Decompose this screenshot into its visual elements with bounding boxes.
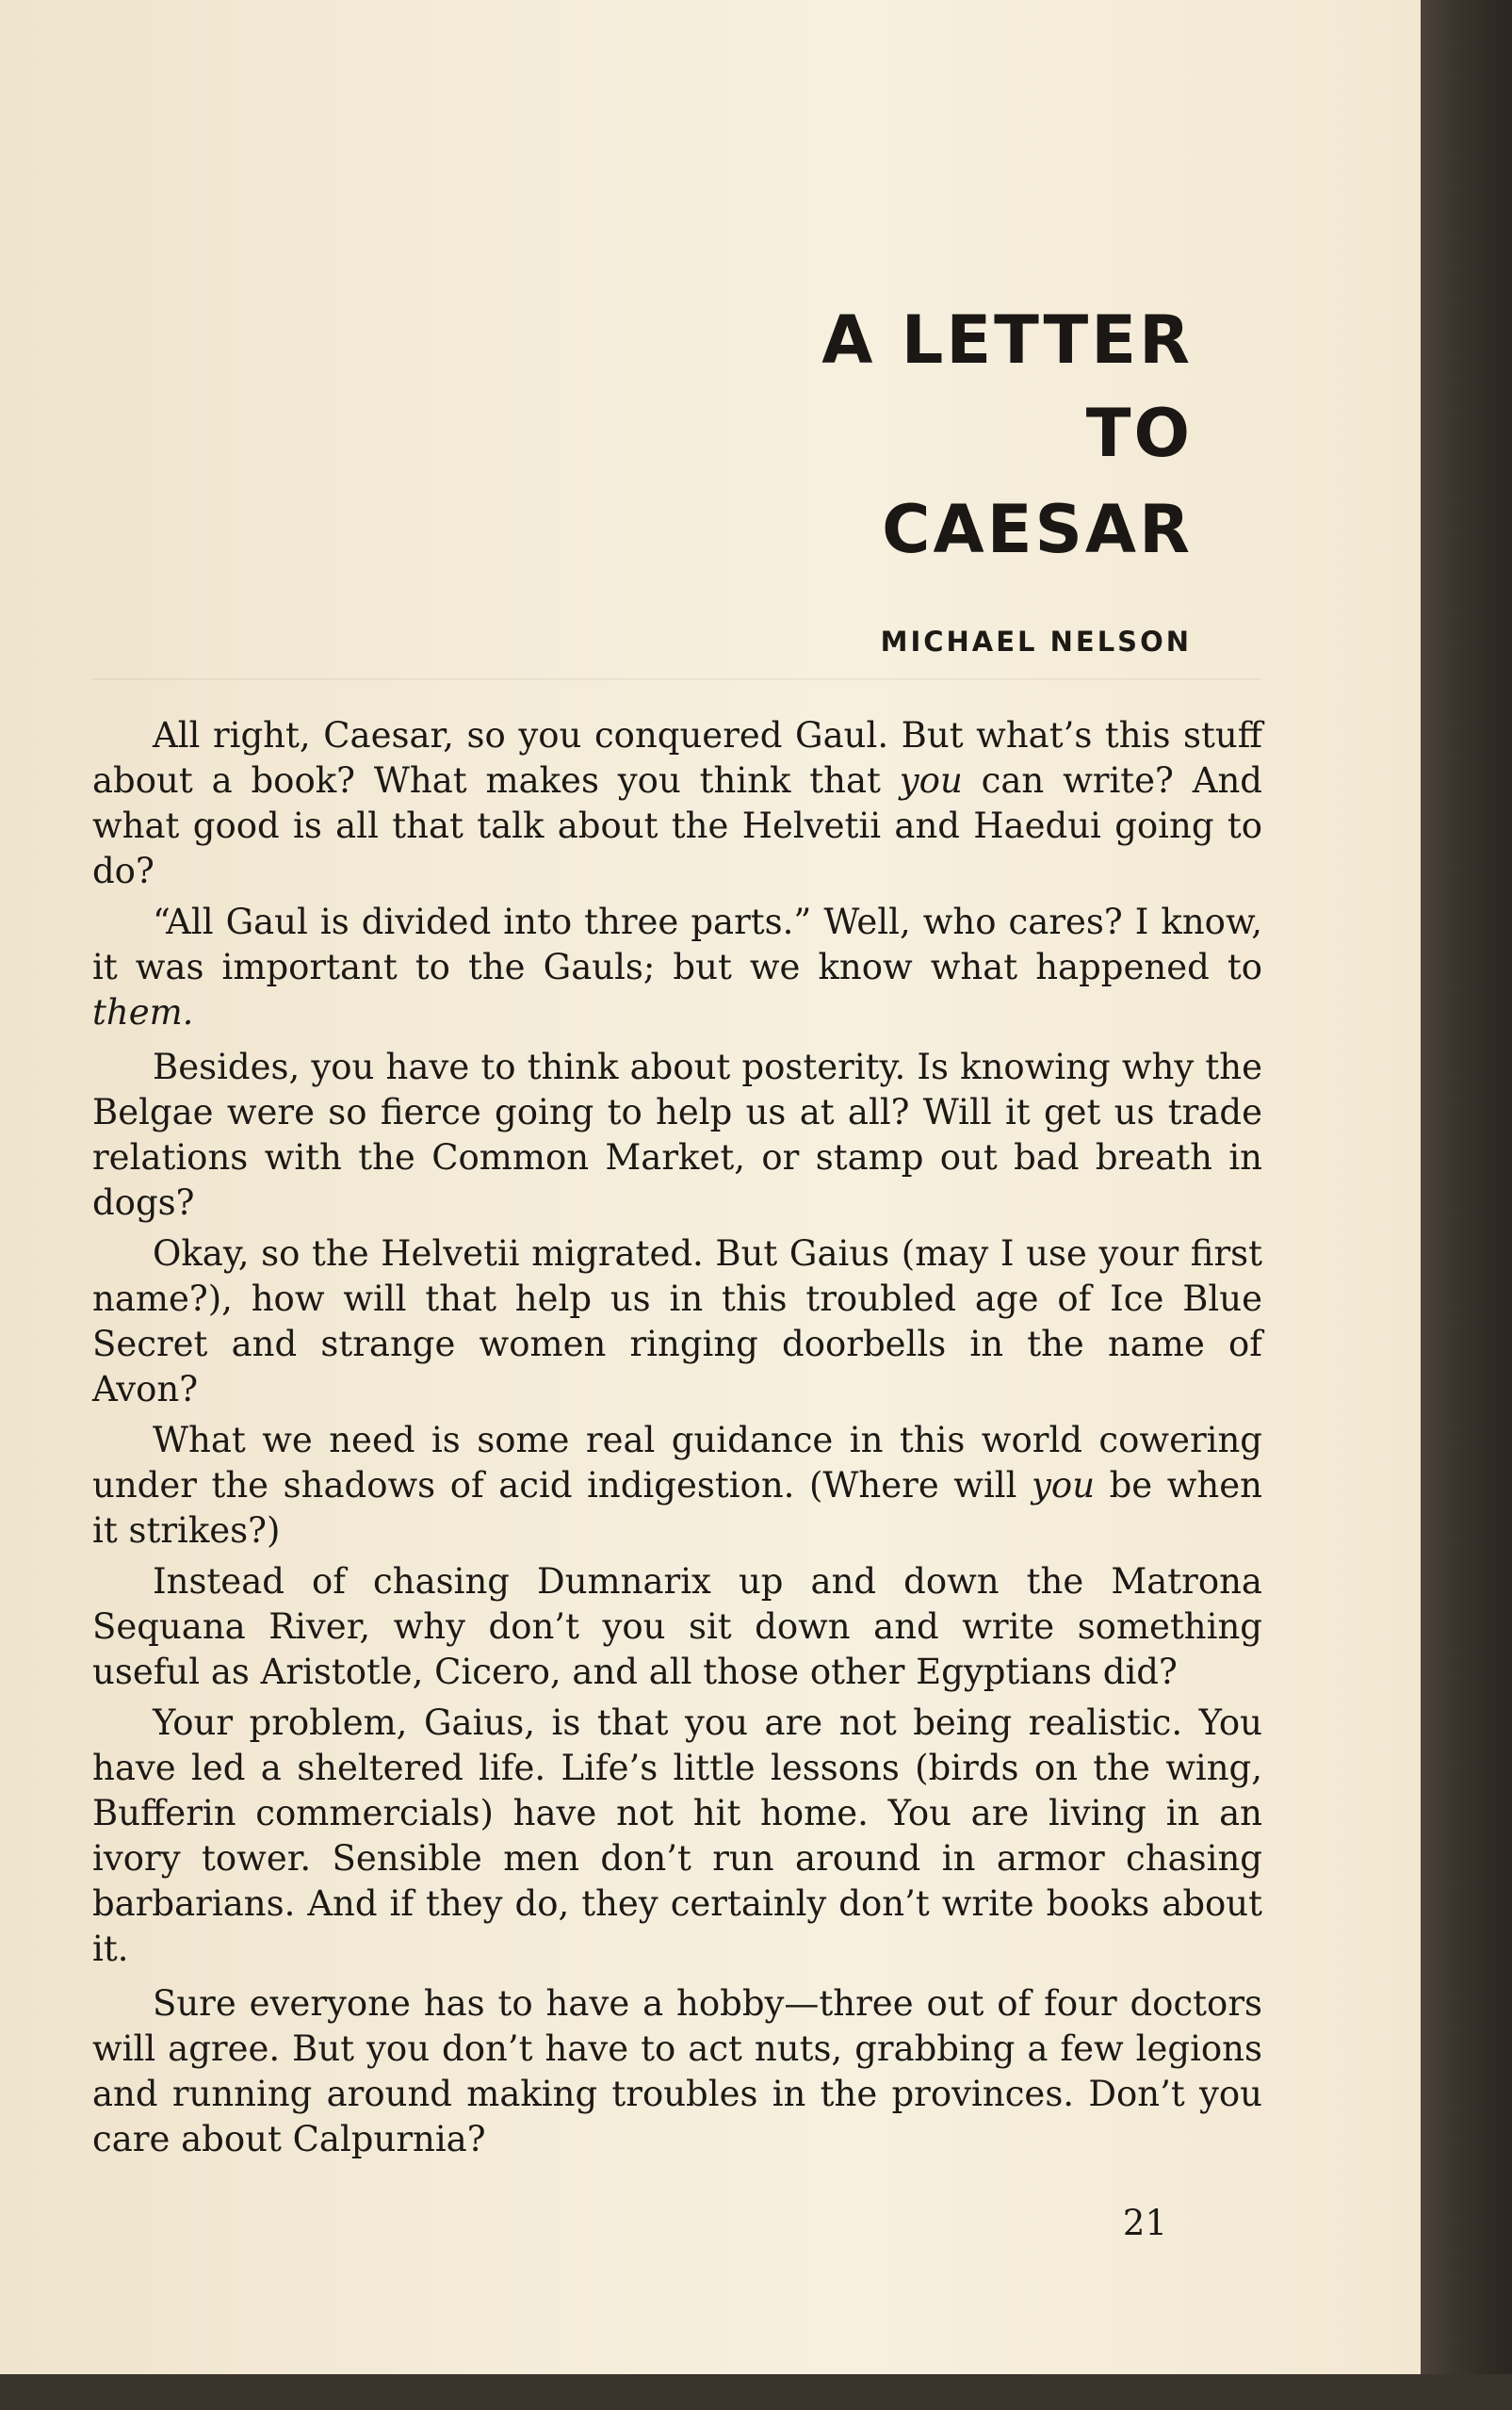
paragraph-text: Okay, so the Helvetii migrated. But Gaius (may I use your first name?), how will that help us in this troubled age of Ice Blue Secret and strange women ringing doorbells in the name of Avon? — [92, 1233, 1262, 1409]
paragraph — [92, 713, 1262, 894]
paragraph-text: What we need is some real guidance in this world cowering under the shadows of acid indigestion. (Where will — [92, 1420, 1262, 1506]
emphasis-text: you — [899, 760, 963, 801]
paragraph-text: Sure everyone has to have a hobby—three out of four doctors will agree. But you don’t have to act nuts, grabbing a few legions and running around making troubles in the provinces. Don’t you care about Calpurnia? — [92, 1983, 1262, 2159]
article-body — [92, 713, 1262, 2168]
paragraph — [92, 1701, 1262, 1972]
scan-border — [0, 2374, 1512, 2410]
paragraph — [92, 1418, 1262, 1554]
paragraph-text: Instead of chasing Dumnarix up and down the Matrona Sequana River, why don’t you sit down and write something useful as Aristotle, Cicero, and all those other Egyptians did? — [92, 1561, 1262, 1692]
author-byline: MICHAEL NELSON — [880, 626, 1192, 658]
paragraph-text: Besides, you have to think about posterity. Is knowing why the Belgae were so fierce going to help us at all? Will it get us trade relations with the Common Market, or stamp out bad breath in dogs? — [92, 1047, 1262, 1223]
paragraph-text: “All Gaul is divided into three parts.” Well, who cares? I know, it was important to the Gauls; but we know what happened to — [92, 902, 1262, 987]
paragraph — [92, 1045, 1262, 1226]
paragraph-text: be when it strikes?) — [92, 1465, 1262, 1551]
emphasis-text: you — [1032, 1465, 1096, 1506]
book-edge — [1421, 0, 1512, 2410]
paragraph-text: can write? And what good is all that talk about the Helvetii and Haedui going to do? — [92, 760, 1262, 891]
paragraph-text: All right, Caesar, so you conquered Gaul. But what’s this stuff about a book? What makes you think that — [92, 715, 1262, 801]
paragraph — [92, 1559, 1262, 1695]
page-number: 21 — [1122, 2203, 1167, 2243]
paragraph-text: Your problem, Gaius, is that you are not being realistic. You have led a sheltered life. Life’s little lessons (birds on the wing, Bufferin commercials) have not hit home. You are living in an ivory tower. Sensible men don’t run around in armor chasing barbarians. And if they do, they certainly don’t write books about it. — [92, 1702, 1262, 1969]
paragraph — [92, 900, 1262, 1035]
title-line-2: TO — [1085, 395, 1193, 472]
paragraph — [92, 1981, 1262, 2162]
paragraph — [92, 1231, 1262, 1412]
emphasis-text: them. — [92, 992, 194, 1033]
title-line-1: A LETTER — [821, 301, 1193, 379]
title-line-3: CAESAR — [882, 491, 1193, 568]
